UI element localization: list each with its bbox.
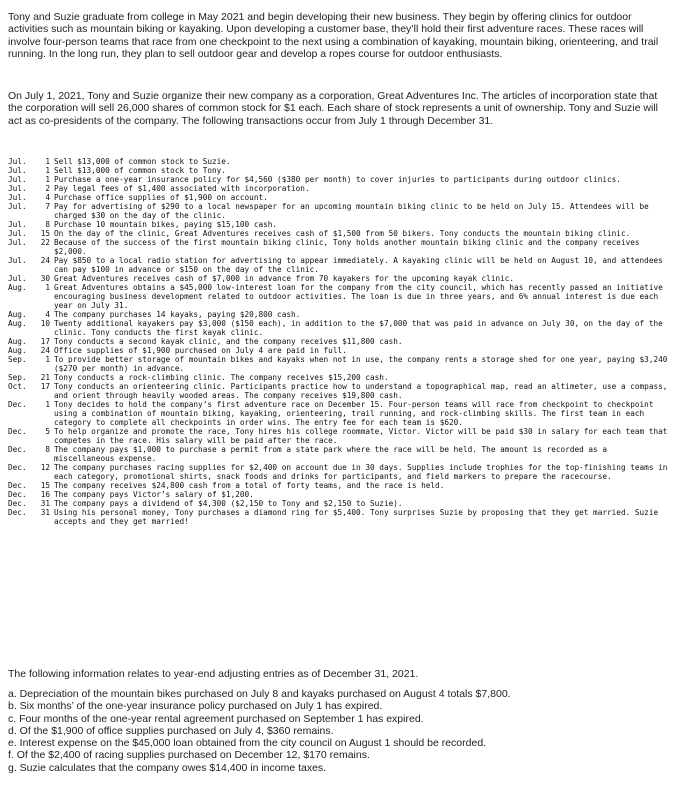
- transaction-description: The company pays Victor’s salary of $1,200.: [54, 490, 254, 499]
- transaction-day: 10: [40, 319, 50, 328]
- transaction-day: 7: [45, 202, 50, 211]
- transaction-month: Jul.: [8, 229, 27, 238]
- transaction-day: 1: [45, 166, 50, 175]
- transaction-description: The company pays a dividend of $4,300 ($2,150 to Tony and $2,150 to Suzie).: [54, 499, 403, 508]
- transaction-row: [8, 382, 672, 400]
- transaction-day: 30: [40, 274, 50, 283]
- transaction-description: Using his personal money, Tony purchases a diamond ring for $5,400. Tony surprises Suzie by proposing that they get married. Suzie accepts and they get married!: [54, 508, 659, 526]
- transaction-description: The company purchases 14 kayaks, paying $20,800 cash.: [54, 310, 301, 319]
- transaction-row: [8, 490, 672, 499]
- transaction-row: [8, 508, 672, 526]
- transaction-month: Oct.: [8, 382, 27, 391]
- transaction-description: Great Adventures obtains a $45,000 low-interest loan for the company from the city council, which has recently passed an initiative encouraging business development related to outdoor activities. The loan is due in three years, and 6% annual interest is due each year on July 31.: [54, 283, 663, 310]
- transaction-row: [8, 355, 672, 373]
- transaction-description: Office supplies of $1,900 purchased on July 4 are paid in full.: [54, 346, 347, 355]
- transaction-day: 5: [45, 427, 50, 436]
- transaction-month: Jul.: [8, 184, 27, 193]
- transaction-row: [8, 346, 672, 355]
- transaction-row: [8, 166, 672, 175]
- transaction-month: Aug.: [8, 283, 27, 292]
- transaction-description: Twenty additional kayakers pay $3,000 ($150 each), in addition to the $7,000 that was paid in advance on July 30, on the day of the clinic. Tony conducts the first kayak clinic.: [54, 319, 663, 337]
- transaction-row: [8, 337, 672, 346]
- transaction-day: 31: [40, 508, 50, 517]
- transaction-month: Sep.: [8, 373, 27, 382]
- transaction-row: [8, 202, 672, 220]
- transaction-description: Pay legal fees of $1,400 associated with incorporation.: [54, 184, 310, 193]
- transaction-month: Jul.: [8, 238, 27, 247]
- transaction-month: Dec.: [8, 490, 27, 499]
- transaction-description: To help organize and promote the race, Tony hires his college roommate, Victor. Victor will be paid $30 in salary for each team that competes in the race. His salary will be paid after the race.: [54, 427, 668, 445]
- adjusting-entries-list: [8, 688, 670, 774]
- transaction-row: [8, 463, 672, 481]
- transaction-day: 1: [45, 157, 50, 166]
- transaction-row: [8, 283, 672, 310]
- transaction-month: Jul.: [8, 274, 27, 283]
- transaction-day: 24: [40, 256, 50, 265]
- transaction-description: The company pays $1,000 to purchase a permit from a state park where the race will be held. The amount is recorded as a miscellaneous expense.: [54, 445, 608, 463]
- adjusting-entries-intro: The following information relates to year-end adjusting entries as of December 31, 2021.: [8, 668, 419, 680]
- transaction-row: [8, 400, 672, 427]
- transaction-day: 15: [40, 229, 50, 238]
- transaction-row: [8, 238, 672, 256]
- transaction-row: [8, 274, 672, 283]
- transaction-month: Dec.: [8, 427, 27, 436]
- transaction-row: [8, 184, 672, 193]
- transaction-month: Aug.: [8, 346, 27, 355]
- transaction-description: To provide better storage of mountain bikes and kayaks when not in use, the company rents a storage shed for one year, paying $3,240 ($270 per month) in advance.: [54, 355, 668, 373]
- adjusting-entry-item: d. Of the $1,900 of office supplies purchased on July 4, $360 remains.: [8, 724, 334, 737]
- transaction-month: Jul.: [8, 166, 27, 175]
- transaction-day: 12: [40, 463, 50, 472]
- transaction-month: Jul.: [8, 202, 27, 211]
- transaction-description: The company receives $24,800 cash from a total of forty teams, and the race is held.: [54, 481, 445, 490]
- transaction-month: Jul.: [8, 157, 27, 166]
- intro-paragraph-background: Tony and Suzie graduate from college in May 2021 and begin developing their new business. They begin by offering clinics for outdoor activities such as mountain biking or kayaking. Upon developing a customer base, they’ll hold their first adventure races. These races will involve four-person teams that race from one checkpoint to the next using a combination of kayaking, mountain biking, orienteering, and trail running. In the long run, they plan to sell outdoor gear and develop a ropes course for outdoor enthusiasts.: [8, 11, 659, 61]
- transaction-row: [8, 445, 672, 463]
- transaction-row: [8, 499, 672, 508]
- transaction-description: Tony decides to hold the company’s first adventure race on December 15. Four-person teams will race from checkpoint to checkpoint using a combination of mountain biking, kayaking, orienteering, trail running, and rock-climbing skills. The first team in each category to complete all checkpoints in order wins. The entry fee for each team is $620.: [54, 400, 654, 427]
- transaction-description: The company purchases racing supplies for $2,400 on account due in 30 days. Supplies include trophies for the top-finishing teams in each category, promotional shirts, snack foods and drinks for participants, and field markers to prepare the racecourse.: [54, 463, 668, 481]
- transaction-row: [8, 229, 672, 238]
- transaction-month: Dec.: [8, 508, 27, 517]
- adjusting-entry-item: e. Interest expense on the $45,000 loan obtained from the city council on August 1 should be recorded.: [8, 737, 487, 750]
- transaction-row: [8, 373, 672, 382]
- transaction-month: Dec.: [8, 445, 27, 454]
- transaction-day: 22: [40, 238, 50, 247]
- transaction-row: [8, 319, 672, 337]
- adjusting-entry-item: f. Of the $2,400 of racing supplies purchased on December 12, $170 remains.: [8, 749, 370, 762]
- transaction-day: 1: [45, 175, 50, 184]
- transaction-row: [8, 220, 672, 229]
- transaction-month: Dec.: [8, 463, 27, 472]
- transaction-month: Jul.: [8, 256, 27, 265]
- transaction-day: 1: [45, 355, 50, 364]
- transaction-description: Tony conducts a second kayak clinic, and the company receives $11,800 cash.: [54, 337, 403, 346]
- transaction-row: [8, 310, 672, 319]
- transaction-month: Jul.: [8, 175, 27, 184]
- transaction-month: Aug.: [8, 337, 27, 346]
- transaction-day: 21: [40, 373, 50, 382]
- transaction-row: [8, 427, 672, 445]
- transaction-day: 4: [45, 310, 50, 319]
- transaction-row: [8, 481, 672, 490]
- transaction-row: [8, 193, 672, 202]
- transaction-day: 24: [40, 346, 50, 355]
- transaction-description: Pay for advertising of $290 to a local newspaper for an upcoming mountain biking clinic to be held on July 15. Attendees will be charged $30 on the day of the clinic.: [54, 202, 649, 220]
- adjusting-entry-item: c. Four months of the one-year rental agreement purchased on September 1 has expired.: [8, 712, 424, 725]
- transaction-month: Aug.: [8, 319, 27, 328]
- transaction-month: Dec.: [8, 499, 27, 508]
- transaction-month: Dec.: [8, 481, 27, 490]
- transaction-description: Purchase office supplies of $1,900 on account.: [54, 193, 268, 202]
- transaction-row: [8, 256, 672, 274]
- transaction-day: 31: [40, 499, 50, 508]
- adjusting-entry-item: b. Six months’ of the one-year insurance policy purchased on July 1 has expired.: [8, 700, 383, 713]
- transaction-day: 4: [45, 193, 50, 202]
- transaction-day: 17: [40, 382, 50, 391]
- transaction-description: On the day of the clinic, Great Adventures receives cash of $1,500 from 50 bikers. Tony conducts the mountain biking clinic.: [54, 229, 631, 238]
- transaction-day: 1: [45, 283, 50, 292]
- transaction-description: Tony conducts a rock-climbing clinic. The company receives $15,200 cash.: [54, 373, 389, 382]
- transaction-day: 15: [40, 481, 50, 490]
- transaction-month: Sep.: [8, 355, 27, 364]
- adjusting-entry-item: g. Suzie calculates that the company owes $14,400 in income taxes.: [8, 761, 327, 774]
- transaction-day: 8: [45, 445, 50, 454]
- transaction-description: Pay $850 to a local radio station for advertising to appear immediately. A kayaking clinic will be held on August 10, and attendees can pay $100 in advance or $150 on the day of the clinic.: [54, 256, 663, 274]
- transaction-month: Aug.: [8, 310, 27, 319]
- transaction-row: [8, 175, 672, 184]
- transaction-description: Sell $13,000 of common stock to Suzie.: [54, 157, 231, 166]
- transaction-description: Because of the success of the first mountain biking clinic, Tony holds another mountain biking clinic and the company receives $2,000.: [54, 238, 640, 256]
- transaction-description: Purchase a one-year insurance policy for $4,560 ($380 per month) to cover injuries to participants during outdoor clinics.: [54, 175, 621, 184]
- transaction-day: 17: [40, 337, 50, 346]
- transaction-day: 8: [45, 220, 50, 229]
- transaction-day: 1: [45, 400, 50, 409]
- adjusting-entry-item: a. Depreciation of the mountain bikes purchased on July 8 and kayaks purchased on August 4 totals $7,800.: [8, 688, 511, 700]
- intro-paragraph-incorporation: On July 1, 2021, Tony and Suzie organize their new company as a corporation, Great Adventures Inc. The articles of incorporation state that the corporation will sell 26,000 shares of common stock for $1 each. Each share of stock represents a unit of ownership. Tony and Suzie will act as co-presidents of the company. The following transactions occur from July 1 through December 31.: [8, 90, 658, 127]
- transaction-day: 2: [45, 184, 50, 193]
- transaction-month: Jul.: [8, 193, 27, 202]
- transaction-row: [8, 157, 672, 166]
- transaction-list: [8, 157, 672, 526]
- transaction-description: Great Adventures receives cash of $7,000 in advance from 70 kayakers for the upcoming kayak clinic.: [54, 274, 515, 283]
- transaction-description: Tony conducts an orienteering clinic. Participants practice how to understand a topographical map, read an altimeter, use a compass, and orient through heavily wooded areas. The company receives $19,800 cash.: [54, 382, 668, 400]
- transaction-month: Jul.: [8, 220, 27, 229]
- transaction-month: Dec.: [8, 400, 27, 409]
- transaction-description: Sell $13,000 of common stock to Tony.: [54, 166, 226, 175]
- transaction-day: 16: [40, 490, 50, 499]
- transaction-description: Purchase 10 mountain bikes, paying $15,100 cash.: [54, 220, 278, 229]
